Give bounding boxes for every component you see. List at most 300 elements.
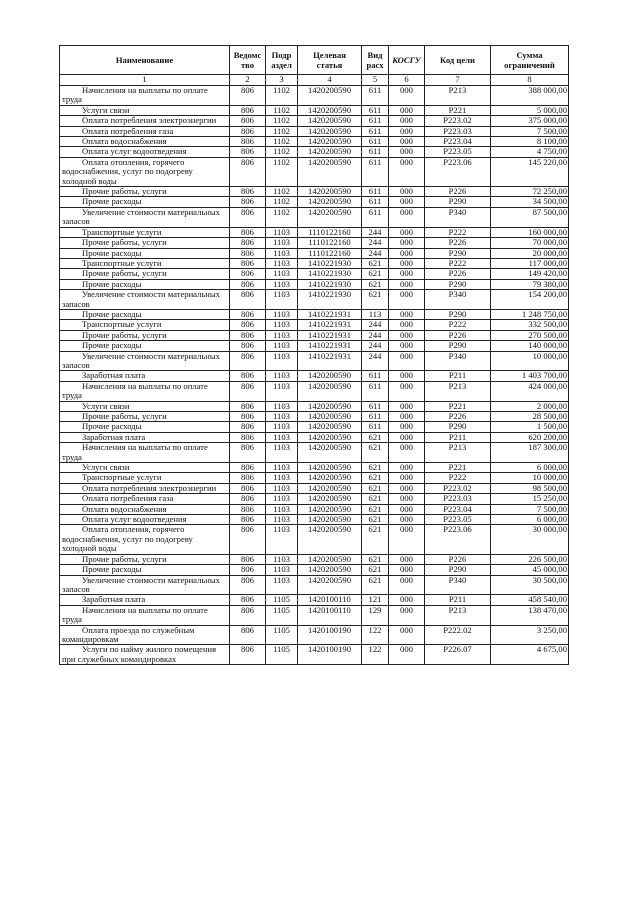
cell-expense-type: 611 [362, 116, 389, 126]
cell-kosgu: 000 [389, 207, 425, 227]
cell-expense-type: 611 [362, 207, 389, 227]
cell-subsection: 1105 [266, 595, 298, 605]
cell-limit-sum: 30 000,00 [491, 525, 569, 554]
cell-department: 806 [230, 401, 266, 411]
cell-department: 806 [230, 86, 266, 106]
cell-name: Оплата водоснабжения [60, 504, 230, 514]
cell-target-article: 1110122160 [298, 248, 362, 258]
cell-kosgu: 000 [389, 432, 425, 442]
table-row [60, 595, 569, 605]
cell-subsection: 1103 [266, 258, 298, 268]
cell-department: 806 [230, 463, 266, 473]
cell-kosgu: 000 [389, 525, 425, 554]
cell-target-article: 1420200590 [298, 381, 362, 401]
table-row [60, 554, 569, 564]
cell-limit-sum: 45 000,00 [491, 565, 569, 575]
cell-expense-type: 122 [362, 645, 389, 665]
cell-name: Начисления на выплаты по оплате труда [60, 605, 230, 625]
cell-subsection: 1103 [266, 320, 298, 330]
cell-expense-type: 611 [362, 401, 389, 411]
cell-department: 806 [230, 605, 266, 625]
cell-limit-sum: 332 500,00 [491, 320, 569, 330]
cell-target-article: 1410221930 [298, 269, 362, 279]
cell-name: Оплата отопления, горячего водоснабжения, услуг по подогреву холодной воды [60, 157, 230, 186]
cell-purpose-code: Р290 [425, 422, 491, 432]
cell-limit-sum: 145 220,00 [491, 157, 569, 186]
cell-expense-type: 244 [362, 351, 389, 371]
cell-purpose-code: Р223.06 [425, 157, 491, 186]
cell-purpose-code: Р290 [425, 309, 491, 319]
table-row [60, 473, 569, 483]
cell-target-article: 1420200590 [298, 483, 362, 493]
column-index: 6 [389, 75, 425, 86]
cell-department: 806 [230, 126, 266, 136]
header-purpose-code: Код цели [425, 46, 491, 75]
cell-kosgu: 000 [389, 86, 425, 106]
cell-target-article: 1420200590 [298, 116, 362, 126]
cell-department: 806 [230, 187, 266, 197]
table-row [60, 412, 569, 422]
cell-department: 806 [230, 504, 266, 514]
budget-limits-table-sheet [59, 45, 568, 665]
cell-purpose-code: Р340 [425, 207, 491, 227]
cell-limit-sum: 28 500,00 [491, 412, 569, 422]
cell-purpose-code: Р290 [425, 341, 491, 351]
cell-expense-type: 611 [362, 147, 389, 157]
cell-target-article: 1420200590 [298, 105, 362, 115]
cell-expense-type: 129 [362, 605, 389, 625]
cell-expense-type: 121 [362, 595, 389, 605]
column-index: 5 [362, 75, 389, 86]
cell-subsection: 1103 [266, 422, 298, 432]
table-row [60, 463, 569, 473]
cell-target-article: 1420200590 [298, 157, 362, 186]
cell-kosgu: 000 [389, 422, 425, 432]
table-row [60, 290, 569, 310]
cell-expense-type: 621 [362, 269, 389, 279]
cell-target-article: 1110122160 [298, 238, 362, 248]
table-row [60, 401, 569, 411]
cell-target-article: 1420200590 [298, 515, 362, 525]
table-row [60, 351, 569, 371]
cell-subsection: 1103 [266, 473, 298, 483]
cell-target-article: 1420200590 [298, 86, 362, 106]
cell-target-article: 1420200590 [298, 207, 362, 227]
table-row [60, 227, 569, 237]
cell-limit-sum: 149 420,00 [491, 269, 569, 279]
cell-limit-sum: 140 000,00 [491, 341, 569, 351]
table-row [60, 279, 569, 289]
table-row [60, 483, 569, 493]
cell-subsection: 1102 [266, 126, 298, 136]
cell-expense-type: 621 [362, 473, 389, 483]
cell-purpose-code: Р222 [425, 258, 491, 268]
cell-limit-sum: 79 380,00 [491, 279, 569, 289]
cell-limit-sum: 98 500,00 [491, 483, 569, 493]
table-row [60, 625, 569, 645]
cell-target-article: 1420200590 [298, 422, 362, 432]
cell-subsection: 1102 [266, 157, 298, 186]
cell-limit-sum: 1 500,00 [491, 422, 569, 432]
cell-kosgu: 000 [389, 137, 425, 147]
table-row [60, 605, 569, 625]
cell-kosgu: 000 [389, 483, 425, 493]
cell-subsection: 1103 [266, 381, 298, 401]
cell-department: 806 [230, 625, 266, 645]
cell-subsection: 1103 [266, 554, 298, 564]
cell-purpose-code: Р223.03 [425, 126, 491, 136]
cell-subsection: 1103 [266, 330, 298, 340]
table-row [60, 443, 569, 463]
table-row [60, 432, 569, 442]
cell-department: 806 [230, 157, 266, 186]
cell-target-article: 1410221931 [298, 309, 362, 319]
cell-department: 806 [230, 116, 266, 126]
cell-name: Прочие расходы [60, 279, 230, 289]
cell-name: Оплата услуг водоотведения [60, 515, 230, 525]
cell-name: Прочие работы, услуги [60, 238, 230, 248]
cell-kosgu: 000 [389, 157, 425, 186]
cell-purpose-code: Р223.05 [425, 147, 491, 157]
cell-limit-sum: 424 000,00 [491, 381, 569, 401]
cell-kosgu: 000 [389, 515, 425, 525]
cell-purpose-code: Р221 [425, 463, 491, 473]
cell-expense-type: 621 [362, 554, 389, 564]
cell-kosgu: 000 [389, 187, 425, 197]
column-index: 4 [298, 75, 362, 86]
cell-purpose-code: Р213 [425, 443, 491, 463]
cell-name: Заработная плата [60, 595, 230, 605]
cell-purpose-code: Р290 [425, 248, 491, 258]
table-row [60, 575, 569, 595]
cell-name: Прочие расходы [60, 248, 230, 258]
cell-kosgu: 000 [389, 381, 425, 401]
cell-department: 806 [230, 351, 266, 371]
cell-kosgu: 000 [389, 105, 425, 115]
table-row [60, 494, 569, 504]
cell-limit-sum: 4 750,00 [491, 147, 569, 157]
cell-purpose-code: Р213 [425, 86, 491, 106]
cell-expense-type: 621 [362, 483, 389, 493]
cell-purpose-code: Р223.04 [425, 137, 491, 147]
cell-expense-type: 244 [362, 248, 389, 258]
table-row [60, 320, 569, 330]
cell-expense-type: 122 [362, 625, 389, 645]
cell-name: Услуги по найму жилого помещения при служебных командировках [60, 645, 230, 665]
cell-limit-sum: 187 300,00 [491, 443, 569, 463]
cell-department: 806 [230, 515, 266, 525]
cell-limit-sum: 620 200,00 [491, 432, 569, 442]
cell-name: Транспортные услуги [60, 473, 230, 483]
cell-subsection: 1102 [266, 187, 298, 197]
cell-kosgu: 000 [389, 473, 425, 483]
cell-name: Увеличение стоимости материальных запасов [60, 290, 230, 310]
cell-expense-type: 244 [362, 227, 389, 237]
cell-expense-type: 621 [362, 463, 389, 473]
cell-expense-type: 621 [362, 290, 389, 310]
cell-name: Заработная плата [60, 432, 230, 442]
cell-subsection: 1102 [266, 137, 298, 147]
cell-department: 806 [230, 258, 266, 268]
cell-expense-type: 611 [362, 197, 389, 207]
table-row [60, 515, 569, 525]
cell-purpose-code: Р221 [425, 105, 491, 115]
cell-department: 806 [230, 279, 266, 289]
cell-subsection: 1103 [266, 248, 298, 258]
cell-name: Оплата потребления газа [60, 126, 230, 136]
cell-kosgu: 000 [389, 227, 425, 237]
header-expense-type: Вид расх [362, 46, 389, 75]
cell-expense-type: 244 [362, 320, 389, 330]
cell-target-article: 1420200590 [298, 473, 362, 483]
cell-expense-type: 621 [362, 494, 389, 504]
cell-purpose-code: Р226 [425, 554, 491, 564]
table-row [60, 207, 569, 227]
cell-limit-sum: 117 000,00 [491, 258, 569, 268]
cell-expense-type: 621 [362, 279, 389, 289]
cell-kosgu: 000 [389, 645, 425, 665]
cell-expense-type: 621 [362, 432, 389, 442]
cell-subsection: 1103 [266, 565, 298, 575]
header-name: Наименование [60, 46, 230, 75]
cell-name: Начисления на выплаты по оплате труда [60, 443, 230, 463]
cell-limit-sum: 72 250,00 [491, 187, 569, 197]
cell-name: Прочие расходы [60, 197, 230, 207]
cell-kosgu: 000 [389, 116, 425, 126]
cell-subsection: 1103 [266, 504, 298, 514]
cell-expense-type: 621 [362, 575, 389, 595]
cell-name: Прочие расходы [60, 309, 230, 319]
table-row [60, 565, 569, 575]
cell-target-article: 1420200590 [298, 137, 362, 147]
cell-purpose-code: Р221 [425, 401, 491, 411]
cell-limit-sum: 138 470,00 [491, 605, 569, 625]
cell-name: Оплата водоснабжения [60, 137, 230, 147]
cell-limit-sum: 7 500,00 [491, 504, 569, 514]
cell-subsection: 1102 [266, 116, 298, 126]
cell-subsection: 1102 [266, 197, 298, 207]
cell-kosgu: 000 [389, 279, 425, 289]
cell-name: Услуги связи [60, 401, 230, 411]
cell-kosgu: 000 [389, 401, 425, 411]
cell-purpose-code: Р290 [425, 197, 491, 207]
cell-kosgu: 000 [389, 565, 425, 575]
cell-expense-type: 621 [362, 258, 389, 268]
cell-purpose-code: Р223.03 [425, 494, 491, 504]
cell-kosgu: 000 [389, 605, 425, 625]
cell-limit-sum: 458 540,00 [491, 595, 569, 605]
cell-kosgu: 000 [389, 197, 425, 207]
cell-name: Транспортные услуги [60, 258, 230, 268]
cell-department: 806 [230, 554, 266, 564]
cell-expense-type: 611 [362, 371, 389, 381]
cell-name: Заработная плата [60, 371, 230, 381]
table-row [60, 248, 569, 258]
cell-kosgu: 000 [389, 341, 425, 351]
cell-expense-type: 113 [362, 309, 389, 319]
cell-department: 806 [230, 473, 266, 483]
header-target-article: Целевая статья [298, 46, 362, 75]
cell-purpose-code: Р213 [425, 381, 491, 401]
cell-limit-sum: 388 000,00 [491, 86, 569, 106]
cell-target-article: 1420200590 [298, 432, 362, 442]
cell-expense-type: 621 [362, 504, 389, 514]
cell-department: 806 [230, 412, 266, 422]
cell-purpose-code: Р223.04 [425, 504, 491, 514]
cell-name: Прочие работы, услуги [60, 554, 230, 564]
cell-name: Услуги связи [60, 105, 230, 115]
table-row [60, 371, 569, 381]
cell-purpose-code: Р213 [425, 605, 491, 625]
column-index: 3 [266, 75, 298, 86]
header-limit-sum: Сумма ограничений [491, 46, 569, 75]
cell-subsection: 1103 [266, 290, 298, 310]
table-row [60, 137, 569, 147]
cell-subsection: 1103 [266, 269, 298, 279]
cell-expense-type: 611 [362, 126, 389, 136]
cell-subsection: 1103 [266, 351, 298, 371]
cell-name: Прочие работы, услуги [60, 412, 230, 422]
cell-target-article: 1420100110 [298, 595, 362, 605]
cell-department: 806 [230, 269, 266, 279]
cell-expense-type: 621 [362, 515, 389, 525]
cell-subsection: 1103 [266, 371, 298, 381]
cell-limit-sum: 15 250,00 [491, 494, 569, 504]
cell-kosgu: 000 [389, 290, 425, 310]
cell-subsection: 1103 [266, 309, 298, 319]
cell-expense-type: 621 [362, 565, 389, 575]
column-index-row [60, 75, 569, 86]
cell-subsection: 1103 [266, 494, 298, 504]
cell-subsection: 1102 [266, 105, 298, 115]
cell-limit-sum: 160 000,00 [491, 227, 569, 237]
cell-target-article: 1420200590 [298, 401, 362, 411]
cell-name: Услуги связи [60, 463, 230, 473]
header-row [60, 46, 569, 75]
cell-target-article: 1420200590 [298, 463, 362, 473]
header-department: Ведомс тво [230, 46, 266, 75]
cell-kosgu: 000 [389, 248, 425, 258]
cell-name: Прочие расходы [60, 565, 230, 575]
cell-target-article: 1420100190 [298, 645, 362, 665]
cell-name: Оплата отопления, горячего водоснабжения, услуг по подогреву холодной воды [60, 525, 230, 554]
cell-department: 806 [230, 575, 266, 595]
cell-department: 806 [230, 371, 266, 381]
cell-department: 806 [230, 565, 266, 575]
cell-limit-sum: 5 000,00 [491, 105, 569, 115]
cell-limit-sum: 7 500,00 [491, 126, 569, 136]
cell-target-article: 1410221930 [298, 279, 362, 289]
cell-purpose-code: Р226 [425, 238, 491, 248]
cell-purpose-code: Р290 [425, 279, 491, 289]
cell-expense-type: 621 [362, 443, 389, 463]
table-row [60, 269, 569, 279]
cell-purpose-code: Р223.02 [425, 116, 491, 126]
cell-target-article: 1420200590 [298, 443, 362, 463]
column-index: 8 [491, 75, 569, 86]
cell-name: Прочие работы, услуги [60, 330, 230, 340]
cell-name: Начисления на выплаты по оплате труда [60, 86, 230, 106]
table-row [60, 645, 569, 665]
cell-subsection: 1103 [266, 515, 298, 525]
cell-expense-type: 244 [362, 330, 389, 340]
cell-name: Увеличение стоимости материальных запасов [60, 207, 230, 227]
cell-limit-sum: 87 500,00 [491, 207, 569, 227]
cell-department: 806 [230, 309, 266, 319]
cell-kosgu: 000 [389, 412, 425, 422]
table-row [60, 238, 569, 248]
table-row [60, 116, 569, 126]
cell-purpose-code: Р222 [425, 320, 491, 330]
cell-limit-sum: 375 000,00 [491, 116, 569, 126]
cell-subsection: 1103 [266, 483, 298, 493]
cell-subsection: 1103 [266, 443, 298, 463]
cell-target-article: 1420200590 [298, 525, 362, 554]
header-subsection: Подр аздел [266, 46, 298, 75]
cell-purpose-code: Р340 [425, 290, 491, 310]
cell-kosgu: 000 [389, 269, 425, 279]
cell-kosgu: 000 [389, 238, 425, 248]
table-row [60, 86, 569, 106]
cell-name: Начисления на выплаты по оплате труда [60, 381, 230, 401]
cell-purpose-code: Р211 [425, 371, 491, 381]
cell-name: Оплата потребления электроэнергии [60, 116, 230, 126]
cell-department: 806 [230, 290, 266, 310]
cell-target-article: 1420200590 [298, 504, 362, 514]
cell-kosgu: 000 [389, 330, 425, 340]
header-kosgu: КОСГУ [389, 46, 425, 75]
cell-department: 806 [230, 147, 266, 157]
cell-subsection: 1102 [266, 86, 298, 106]
column-index: 7 [425, 75, 491, 86]
cell-department: 806 [230, 341, 266, 351]
cell-purpose-code: Р226 [425, 269, 491, 279]
cell-expense-type: 611 [362, 86, 389, 106]
cell-department: 806 [230, 105, 266, 115]
cell-target-article: 1410221931 [298, 351, 362, 371]
cell-name: Оплата потребления газа [60, 494, 230, 504]
cell-target-article: 1420200590 [298, 147, 362, 157]
cell-subsection: 1103 [266, 279, 298, 289]
cell-kosgu: 000 [389, 147, 425, 157]
cell-name: Транспортные услуги [60, 227, 230, 237]
table-row [60, 126, 569, 136]
cell-name: Увеличение стоимости материальных запасов [60, 351, 230, 371]
cell-purpose-code: Р226.07 [425, 645, 491, 665]
cell-purpose-code: Р211 [425, 595, 491, 605]
cell-purpose-code: Р226 [425, 412, 491, 422]
cell-target-article: 1420200590 [298, 412, 362, 422]
cell-subsection: 1103 [266, 227, 298, 237]
cell-expense-type: 611 [362, 381, 389, 401]
cell-name: Транспортные услуги [60, 320, 230, 330]
cell-name: Прочие работы, услуги [60, 187, 230, 197]
cell-name: Прочие работы, услуги [60, 269, 230, 279]
cell-kosgu: 000 [389, 595, 425, 605]
cell-subsection: 1105 [266, 645, 298, 665]
cell-department: 806 [230, 137, 266, 147]
cell-limit-sum: 30 500,00 [491, 575, 569, 595]
cell-target-article: 1420100190 [298, 625, 362, 645]
cell-purpose-code: Р226 [425, 187, 491, 197]
cell-limit-sum: 4 675,00 [491, 645, 569, 665]
cell-expense-type: 611 [362, 137, 389, 147]
cell-target-article: 1420200590 [298, 494, 362, 504]
cell-department: 806 [230, 227, 266, 237]
table-row [60, 422, 569, 432]
budget-limits-table [59, 45, 569, 665]
cell-limit-sum: 1 403 700,00 [491, 371, 569, 381]
